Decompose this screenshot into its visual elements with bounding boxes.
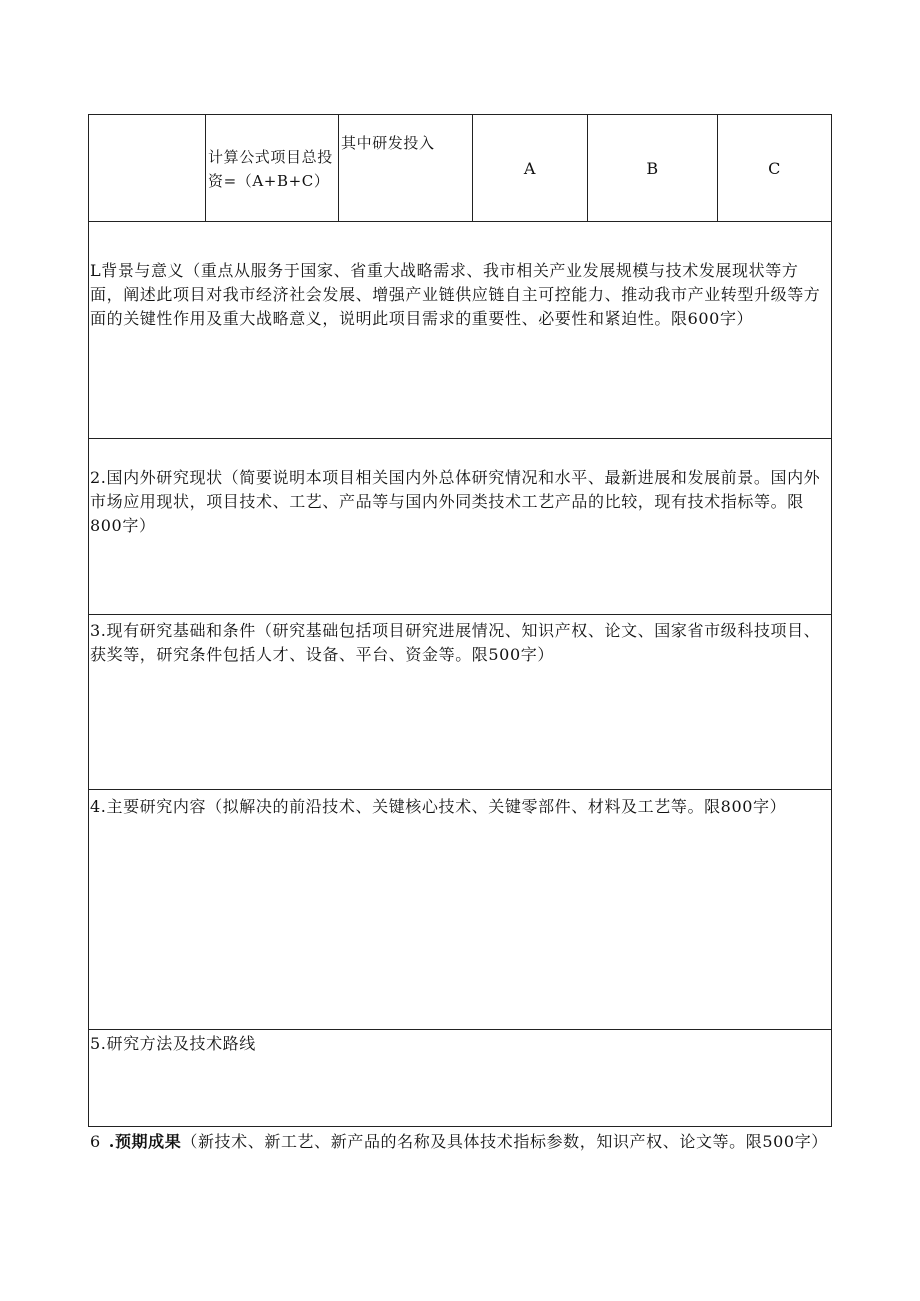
col-divider-1 [205,114,206,222]
table-border-bottom [88,1126,832,1127]
row-divider-5 [88,1029,832,1030]
section-research-status: 2.国内外研究现状（简要说明本项目相关国内外总体研究情况和水平、最新进展和发展前景。国内外市场应用现状，项目技术、工艺、产品等与国内外同类技术工艺产品的比较，现有技术指标等。限800字） [90,468,821,535]
row-divider-3 [88,614,832,615]
expected-results-title: .预期成果 [108,1132,182,1151]
table-border-right [831,114,832,1127]
table-border-top [88,114,832,115]
expected-results-number: 6 [90,1132,101,1151]
row-divider-4 [88,789,832,790]
column-c-cell: C [768,159,781,178]
section-research-foundation: 3.现有研究基础和条件（研究基础包括项目研究进展情况、知识产权、论文、国家省市级科技项目、获奖等，研究条件包括人才、设备、平台、资金等。限500字） [90,621,821,664]
column-a-cell: A [523,159,537,178]
row-divider-1 [88,221,832,222]
section-main-content: 4.主要研究内容（拟解决的前沿技术、关键核心技术、关键零部件、材料及工艺等。限800字） [90,797,787,816]
section-background-significance: L背景与意义（重点从服务于国家、省重大战略需求、我市相关产业发展规模与技术发展现状等方面，阐述此项目对我市经济社会发展、增强产业链供应链自主可控能力、推动我市产业转型升级等方面的关键性作用及重大战略意义，说明此项目需求的重要性、必要性和紧迫性。限600字） [90,261,821,328]
row-divider-2 [88,438,832,439]
expected-results-paragraph [90,1130,830,1154]
col-divider-2 [338,114,339,222]
formula-cell: 计算公式项目总投资=（A+B+C） [208,148,333,190]
column-b-cell: B [646,159,659,178]
table-border-left [88,114,89,1127]
section-methods-route: 5.研究方法及技术路线 [90,1034,256,1053]
rd-investment-cell: 其中研发投入 [341,134,435,152]
expected-results-text: （新技术、新工艺、新产品的名称及具体技术指标参数，知识产权、论文等。限500字） [181,1132,828,1151]
